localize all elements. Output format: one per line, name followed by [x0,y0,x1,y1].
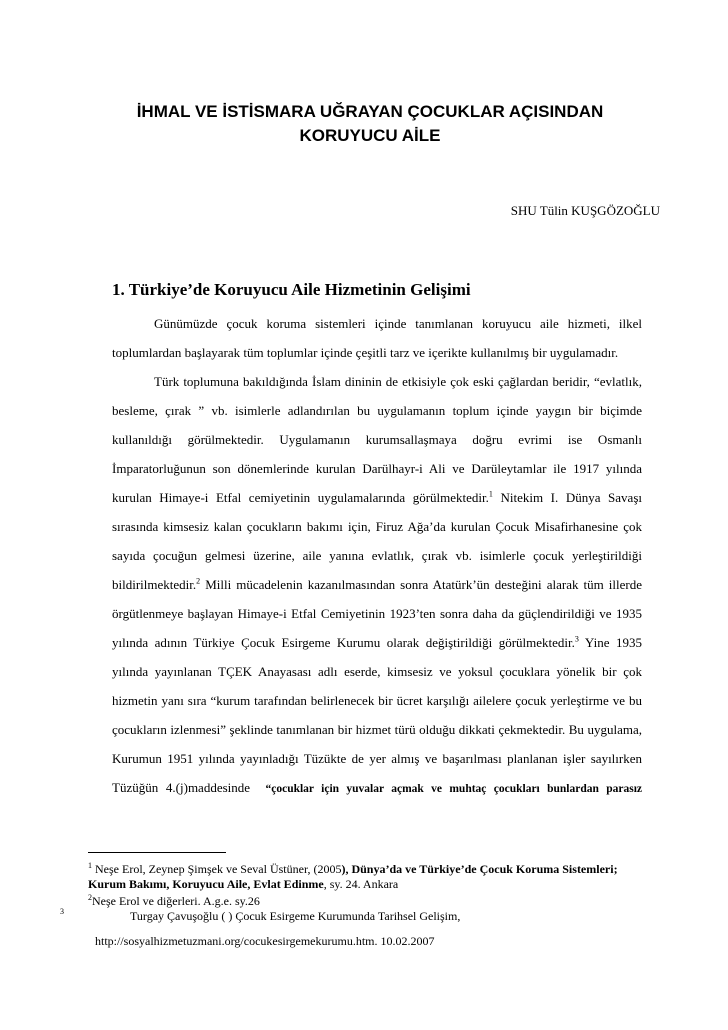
paragraph-1: Günümüzde çocuk koruma sistemleri içinde tanımlanan koruyucu aile hizmeti, ilkel toplumlardan başlayarak tüm toplumlar içinde çeşitli tarz ve içerikte kullanılmış bir uygulamadır. [112,316,642,360]
paragraph-2 [112,367,642,804]
footnote-2-text: Neşe Erol ve diğerleri. A.g.e. sy.26 [92,894,260,908]
body-text [112,309,642,804]
paragraph-2-text-d: Yine 1935 yılında yayınlanan TÇEK Anayasası adlı eserde, kimsesiz ve yoksul çocuklara yönelik bir çok hizmetin yanı sıra “kurum tarafından belirlenecek bir ücret karşılığı ailelere çocuk yerleştirme ve bu çocukların izlenmesi” şeklinde tanımlanan bir hizmet türü olduğu dikkati çekmektedir. Bu uygulama, Kurumun 1951 yılında yayınladığı Tüzükte de yer almış ve başarılması planlanan işler sayılırken Tüzüğün 4.(j)maddesinde [112,635,642,795]
document-title [80,100,660,148]
footnote-2-number: 2 [88,893,92,902]
footnote-1-number: 1 [88,861,92,870]
footnote-1-text: Neşe Erol, Zeynep Şimşek ve Seval Üstüner, (2005 [95,862,342,876]
footnote-1-tail: , sy. 24. Ankara [323,877,399,891]
footnote-3-number: 3 [60,907,64,916]
footnote-3-text: Turgay Çavuşoğlu ( ) Çocuk Esirgeme Kurumunda Tarihsel Gelişim, [130,909,461,923]
footnote-ref-3: 3 [574,634,579,644]
title-line-2: KORUYUCU AİLE [299,126,441,145]
footnote-1 [88,858,618,877]
section-heading: 1. Türkiye’de Koruyucu Aile Hizmetinin Gelişimi [112,280,471,299]
footnote-1-bold-a: ), Dünya’da ve Türkiye’de Çocuk Koruma Sistemleri; [341,862,618,876]
footnote-3-url: http://sosyalhizmetuzmani.org/cocukesirgemekurumu.htm. 10.02.2007 [95,934,435,948]
paragraph-2-text-c: Milli mücadelenin kazanılmasından sonra Atatürk’ün desteğini alarak tüm illerde örgütlenmeye başlayan Himaye-i Etfal Cemiyetinin 1923’ten sonra daha da güçlendirildiği ve 1935 yılında adının Türkiye Çocuk Esirgeme Kurumu olarak değiştirildiği görülmektedir. [112,577,643,650]
paragraph-2-text-b: Nitekim I. Dünya Savaşı sırasında kimsesiz kalan çocukların bakımı için, Firuz Ağa’da kurulan Çocuk Misafirhanesine çok sayıda çocuğun gelmesi üzerine, aile yanına evlatlık, çırak vb. isimlerle çocuk yerleştirildiği bildirilmektedir. [112,490,642,592]
footnote-2 [88,890,260,909]
paragraph-2-quote: “çocuklar için yuvalar açmak ve muhtaç çocukları bunlardan parasız [265,783,642,795]
author-name: SHU Tülin KUŞGÖZOĞLU [510,203,660,218]
footnote-3-number-wrap [60,904,64,923]
footnote-separator [88,852,226,853]
footnote-ref-2: 2 [196,576,201,586]
footnote-ref-1: 1 [488,489,493,499]
paragraph-2-text-a: Türk toplumuna bakıldığında İslam dininin de etkisiyle çok eski çağlardan beridir, “evlatlık, besleme, çırak ” vb. isimlerle adlandırılan bu uygulamanın toplum içinde yaygın bir biçimde kullanıldığı görülmektedir. Uygulamanın kurumsallaşmaya doğru evrimi ise Osmanlı İmparatorluğunun son dönemlerinde kurulan Darülhayr-i Ali ve Darüleytamlar ile 1917 yılında kurulan Himaye-i Etfal cemiyetinin uygulamalarında görülmektedir. [112,374,642,505]
title-line-1: İHMAL VE İSTİSMARA UĞRAYAN ÇOCUKLAR AÇISINDAN [136,102,604,121]
footnote-1-bold-b: Kurum Bakımı, Koruyucu Aile, Evlat Edinme [88,877,324,891]
